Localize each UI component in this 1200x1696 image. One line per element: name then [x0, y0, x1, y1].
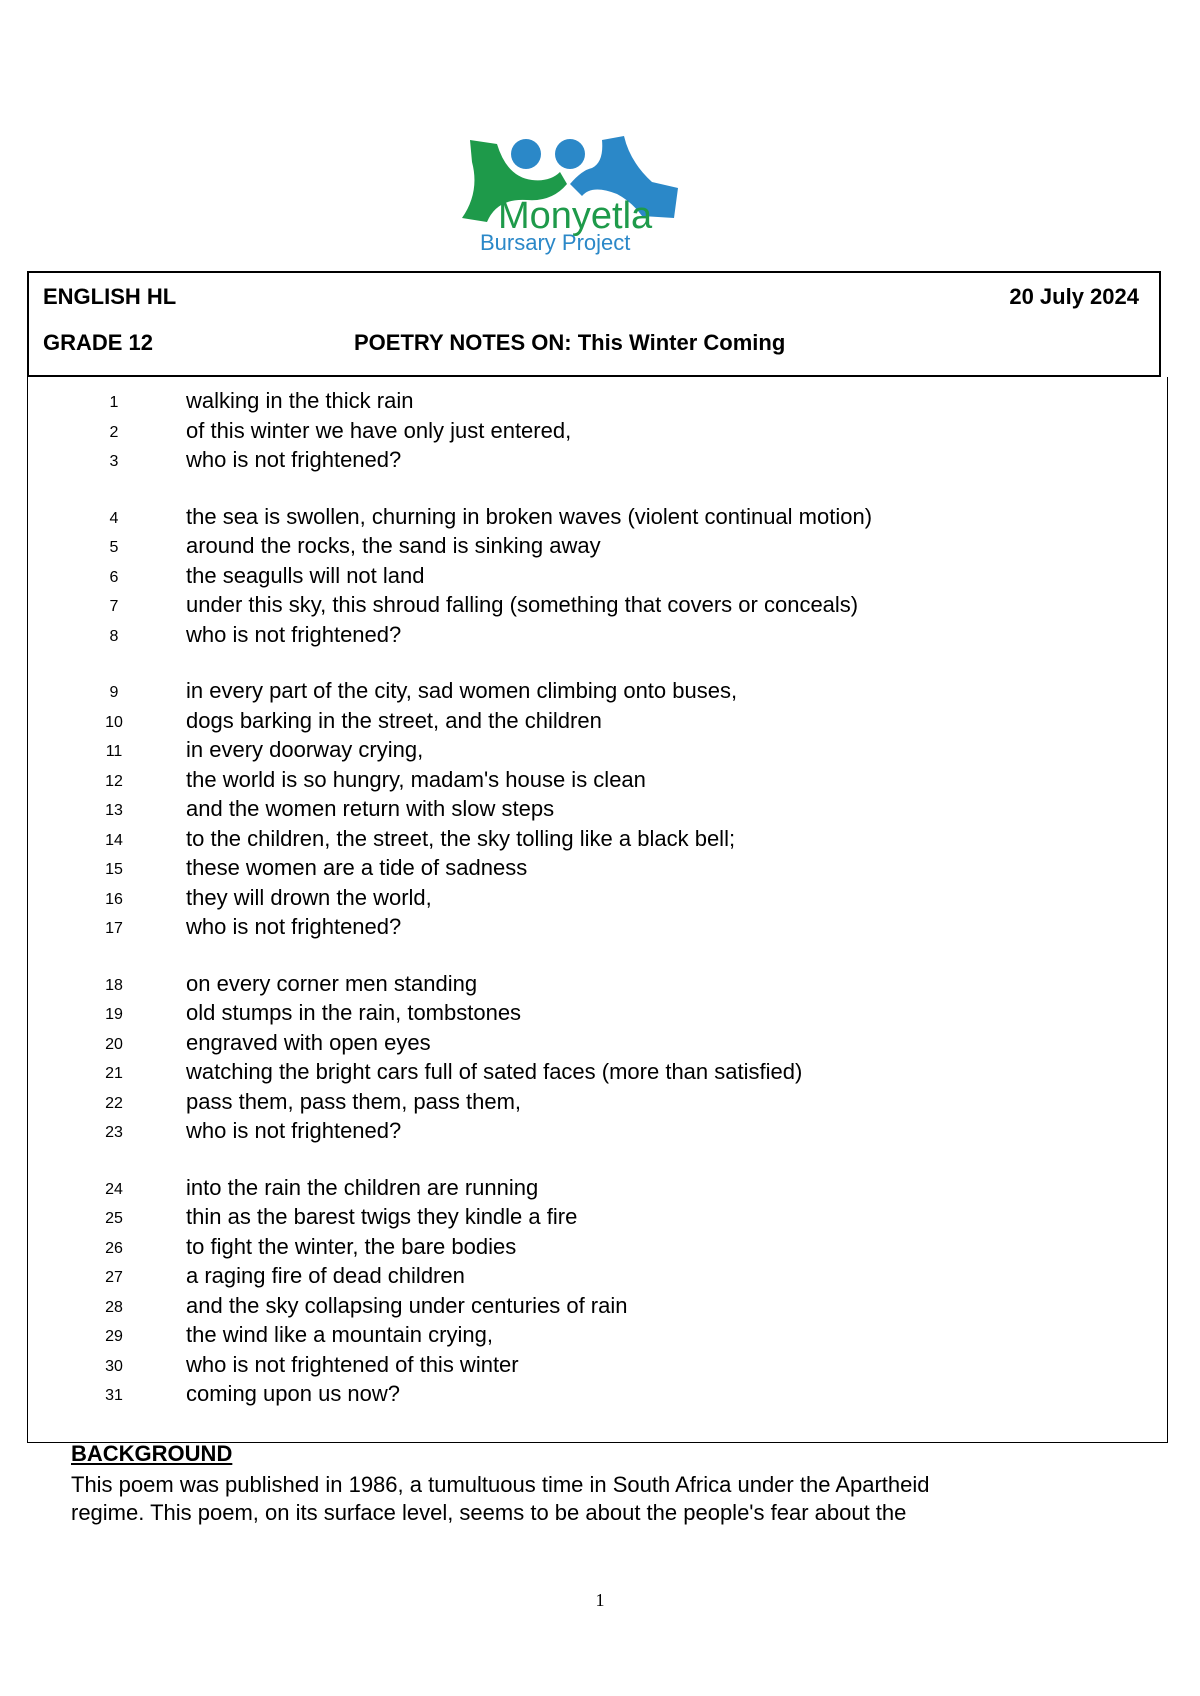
line-number: 5	[109, 539, 119, 556]
subject-label: ENGLISH HL	[43, 284, 177, 309]
poem-line	[28, 1234, 1167, 1264]
line-number: 25	[105, 1210, 123, 1227]
poem-line	[28, 1322, 1167, 1352]
line-number: 4	[109, 509, 119, 527]
line-number: 27	[105, 1269, 123, 1286]
poem-line	[28, 1118, 1167, 1148]
poem-line	[28, 563, 1167, 593]
background-heading: BACKGROUND	[71, 1441, 233, 1466]
line-text: around the rocks, the sand is sinking away	[186, 533, 601, 558]
poem-line	[28, 1030, 1167, 1060]
poem-line	[28, 1263, 1167, 1293]
poem-line	[28, 533, 1167, 563]
line-number: 29	[105, 1328, 123, 1345]
poem-line	[28, 1381, 1167, 1411]
line-number: 23	[105, 1124, 123, 1141]
poem-line	[28, 1293, 1167, 1323]
line-number: 10	[105, 713, 123, 731]
line-number: 11	[105, 743, 123, 760]
line-number: 26	[105, 1239, 123, 1257]
line-text: who is not frightened?	[186, 914, 402, 939]
line-text: walking in the thick rain	[186, 388, 414, 413]
header-box	[27, 271, 1161, 377]
line-text: they will drown the world,	[186, 884, 432, 910]
line-number: 22	[105, 1094, 123, 1112]
poem-line	[28, 708, 1167, 738]
line-number: 12	[105, 772, 123, 790]
line-number: 30	[105, 1357, 123, 1375]
line-text: the world is so hungry, madam's house is clean	[186, 766, 646, 792]
line-number: 6	[109, 568, 119, 586]
monyetla-logo-icon	[442, 122, 708, 260]
line-number: 18	[105, 976, 123, 994]
line-text: who is not frightened?	[186, 621, 402, 647]
poem-line	[28, 826, 1167, 856]
line-number: 16	[105, 890, 123, 908]
line-number: 20	[105, 1035, 123, 1053]
line-text: these women are a tide of sadness	[186, 855, 528, 880]
poem-line	[28, 1352, 1167, 1382]
poem-line	[28, 737, 1167, 767]
line-number: 19	[105, 1006, 123, 1023]
poem-line	[28, 1000, 1167, 1030]
background-paragraph	[71, 1471, 1071, 1527]
poem-line	[28, 1175, 1167, 1205]
line-number: 1	[109, 394, 119, 411]
line-text: pass them, pass them, pass them,	[186, 1088, 522, 1114]
line-text: dogs barking in the street, and the children	[186, 707, 602, 733]
line-number: 7	[109, 598, 119, 615]
line-text: who is not frightened?	[186, 1118, 402, 1143]
line-text: to fight the winter, the bare bodies	[186, 1233, 517, 1259]
line-text: and the women return with slow steps	[186, 796, 555, 821]
line-number: 21	[105, 1065, 123, 1082]
line-text: the seagulls will not land	[186, 562, 425, 588]
line-text: into the rain the children are running	[186, 1174, 539, 1200]
line-number: 15	[105, 861, 123, 878]
line-number: 17	[105, 920, 123, 937]
poem-line	[28, 418, 1167, 448]
line-number: 8	[109, 627, 119, 645]
line-text: and the sky collapsing under centuries of rain	[186, 1292, 628, 1318]
poem-lines	[28, 388, 1167, 1411]
poem-line	[28, 796, 1167, 826]
poem-line	[28, 914, 1167, 944]
line-number: 3	[109, 453, 119, 470]
poem-line	[28, 388, 1167, 418]
svg-text:Bursary Project: Bursary Project	[480, 230, 631, 255]
background-line: regime. This poem, on its surface level, seems to be about the people's fear about the	[71, 1500, 907, 1525]
notes-title: POETRY NOTES ON: This Winter Coming	[354, 330, 786, 355]
poem-line	[28, 678, 1167, 708]
poem-line	[28, 885, 1167, 915]
line-number: 13	[105, 802, 123, 819]
line-text: under this sky, this shroud falling (something that covers or conceals)	[186, 592, 859, 617]
poem-line	[28, 1204, 1167, 1234]
line-number: 28	[105, 1298, 123, 1316]
poem-line	[28, 971, 1167, 1001]
line-number: 9	[109, 684, 119, 701]
line-text: coming upon us now?	[186, 1381, 401, 1406]
line-text: who is not frightened of this winter	[186, 1351, 519, 1377]
line-text: the sea is swollen, churning in broken waves (violent continual motion)	[186, 503, 873, 529]
line-number: 2	[109, 423, 119, 441]
page-number: 1	[595, 1590, 605, 1610]
poem-line	[28, 592, 1167, 622]
line-text: on every corner men standing	[186, 970, 478, 996]
poem-line	[28, 855, 1167, 885]
grade-label: GRADE 12	[43, 330, 154, 355]
line-text: thin as the barest twigs they kindle a fire	[186, 1204, 578, 1229]
svg-text:Monyetla: Monyetla	[498, 195, 653, 237]
line-text: in every doorway crying,	[186, 737, 424, 762]
line-number: 24	[105, 1180, 123, 1198]
date-label: 20 July 2024	[1009, 284, 1139, 309]
line-text: a raging fire of dead children	[186, 1263, 465, 1288]
line-text: old stumps in the rain, tombstones	[186, 1000, 522, 1025]
line-text: to the children, the street, the sky tolling like a black bell;	[186, 825, 736, 851]
poem-line	[28, 447, 1167, 477]
poem-line	[28, 1089, 1167, 1119]
line-text: of this winter we have only just entered,	[186, 417, 572, 443]
line-text: engraved with open eyes	[186, 1029, 431, 1055]
line-text: the wind like a mountain crying,	[186, 1322, 493, 1347]
line-text: in every part of the city, sad women climbing onto buses,	[186, 678, 738, 703]
monyetla-logo	[442, 122, 708, 260]
line-text: watching the bright cars full of sated faces (more than satisfied)	[186, 1059, 803, 1084]
line-number: 31	[105, 1387, 123, 1404]
poem-box	[27, 377, 1168, 1443]
poem-line	[28, 1059, 1167, 1089]
line-number: 14	[105, 831, 123, 849]
poem-line	[28, 504, 1167, 534]
background-line: This poem was published in 1986, a tumultuous time in South Africa under the Apartheid	[71, 1472, 930, 1497]
poem-line	[28, 622, 1167, 652]
poem-line	[28, 767, 1167, 797]
line-text: who is not frightened?	[186, 447, 402, 472]
